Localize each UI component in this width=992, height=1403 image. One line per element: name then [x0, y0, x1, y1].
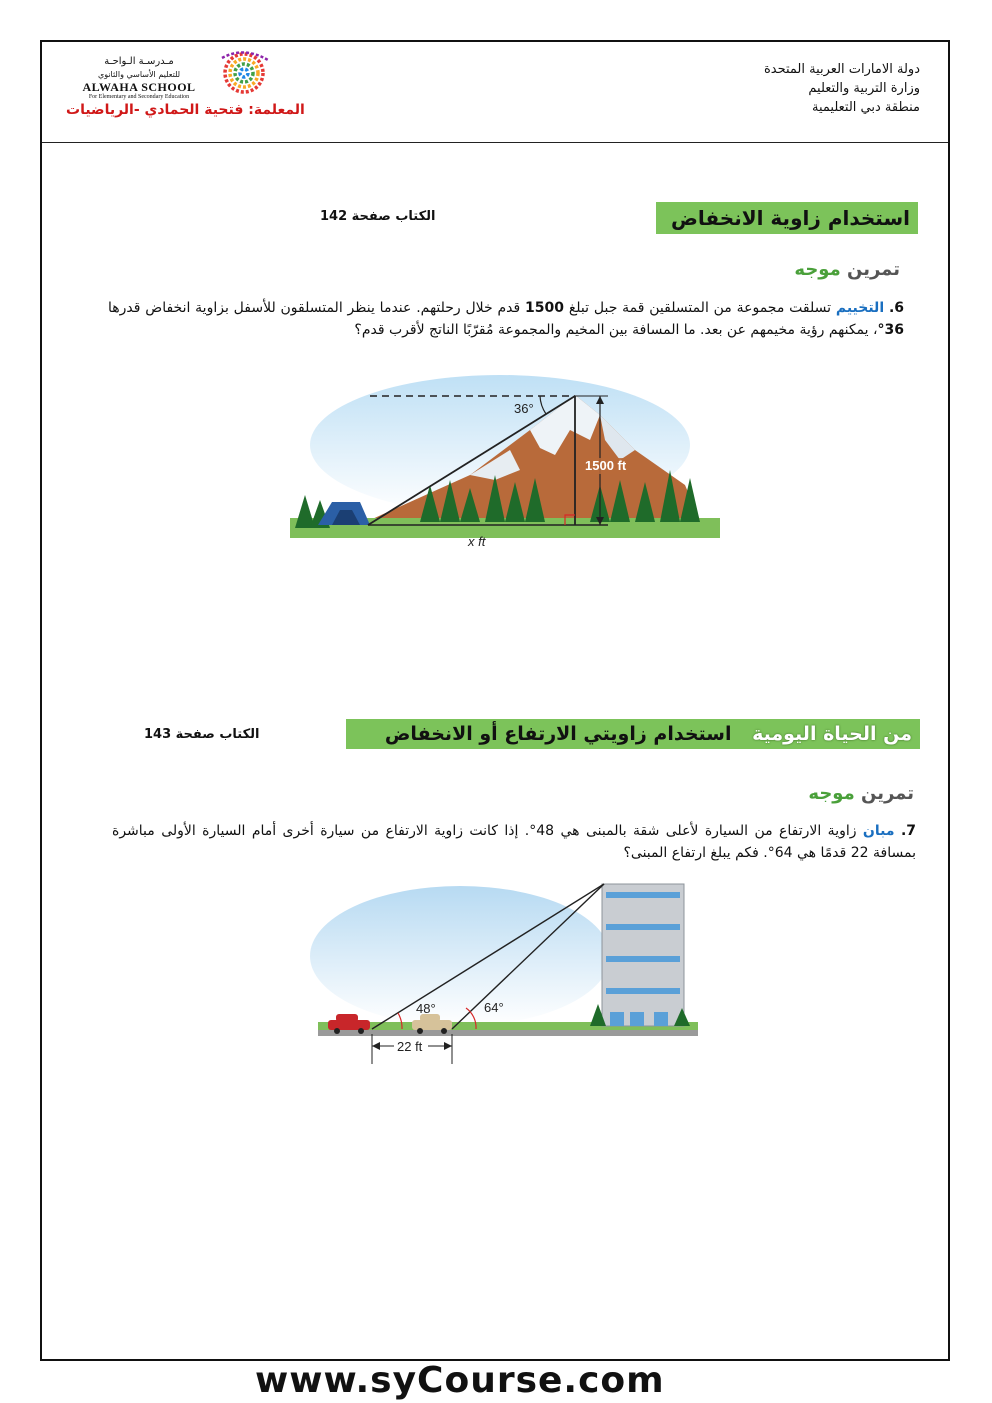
building [602, 884, 684, 1026]
distance-22-label: 22 ft [397, 1039, 423, 1054]
school-subtitle-ar: للتعليم الأساسي والثانوي [97, 70, 181, 79]
question-6-part3: ، يمكنهم رؤية مخيمهم عن بعد. ما المسافة بين المخيم والمجموعة مُقرّبًا الناتج لأقرب قدم؟ [354, 322, 878, 338]
section1-title-banner [656, 202, 918, 234]
ministry-line-1: دولة الامارات العربية المتحدة [763, 62, 920, 77]
exercise-label-1-a: تمرين [847, 259, 900, 280]
section2-title: استخدام زاويتي الارتفاع أو الانخفاض [384, 723, 732, 745]
distance-x-label: x ft [468, 534, 486, 549]
question-7-keyword: مبان [862, 823, 895, 839]
exercise-label-1 [794, 259, 900, 280]
ministry-line-3: منطقة دبي التعليمية [811, 100, 920, 115]
school-logo-icon [212, 50, 276, 96]
dim-arrow-left [372, 1042, 380, 1050]
school-name-en: ALWAHA SCHOOL [82, 80, 196, 94]
angle-64-label: 64° [484, 1000, 504, 1015]
question-7-number: 7. [900, 823, 917, 839]
sky-cloud-2 [310, 886, 610, 1026]
exercise-label-2-a: تمرين [861, 783, 914, 804]
road [318, 1030, 698, 1036]
question-6-part2: قدم خلال رحلتهم. عندما ينظر المتسلقون للأسفل بزاوية انخفاض قدرها [108, 300, 521, 316]
angle-48-label: 48° [416, 1001, 436, 1016]
teacher-name: المعلمة: فتحية الحمادي -الرياضيات [66, 102, 305, 118]
question-7-text: زاوية الارتفاع من السيارة لأعلى شقة بالمبنى هي 48°. إذا كانت زاوية الارتفاع من سيارة أخرى أمام السيارة الأولى مباشرة بمسافة 22 قدمًا هي 64°. فكم يبلغ ارتفاع المبنى؟ [112, 823, 916, 861]
site-watermark: www.syCourse.com [255, 1360, 665, 1401]
question-6-angle: 36° [877, 322, 904, 338]
book-ref-143: الكتاب صفحة 143 [144, 727, 260, 742]
height-1500-label: 1500 ft [585, 458, 627, 473]
building-figure [310, 876, 705, 1066]
exercise-label-2 [808, 783, 914, 804]
angle-36-label: 36° [514, 401, 534, 416]
exercise-label-2-b: موجه [808, 783, 855, 804]
question-6-keyword: التخييم [835, 300, 885, 316]
exercise-label-1-b: موجه [794, 259, 841, 280]
question-6-number: 6. [888, 300, 905, 316]
header-divider [42, 142, 948, 143]
school-name-ar: مـدرسـة الـواحـة [104, 56, 174, 67]
dim-arrow-right [444, 1042, 452, 1050]
question-6-part1: تسلقت مجموعة من المتسلقين قمة جبل تبلغ [568, 300, 832, 316]
question-7 [112, 820, 916, 864]
mountain-figure [290, 370, 720, 555]
school-subtitle-en: For Elementary and Secondary Education [88, 94, 190, 100]
question-6 [108, 297, 904, 341]
ministry-header [764, 60, 920, 117]
section1-title: استخدام زاوية الانخفاض [670, 206, 910, 230]
book-ref-142: الكتاب صفحة 142 [320, 209, 436, 224]
ministry-line-2: وزارة التربية والتعليم [808, 81, 920, 96]
page-frame [40, 40, 950, 1361]
question-6-height: 1500 [525, 300, 565, 316]
section2-title-banner [346, 719, 920, 749]
section2-tag: من الحياة اليومية [752, 723, 912, 745]
